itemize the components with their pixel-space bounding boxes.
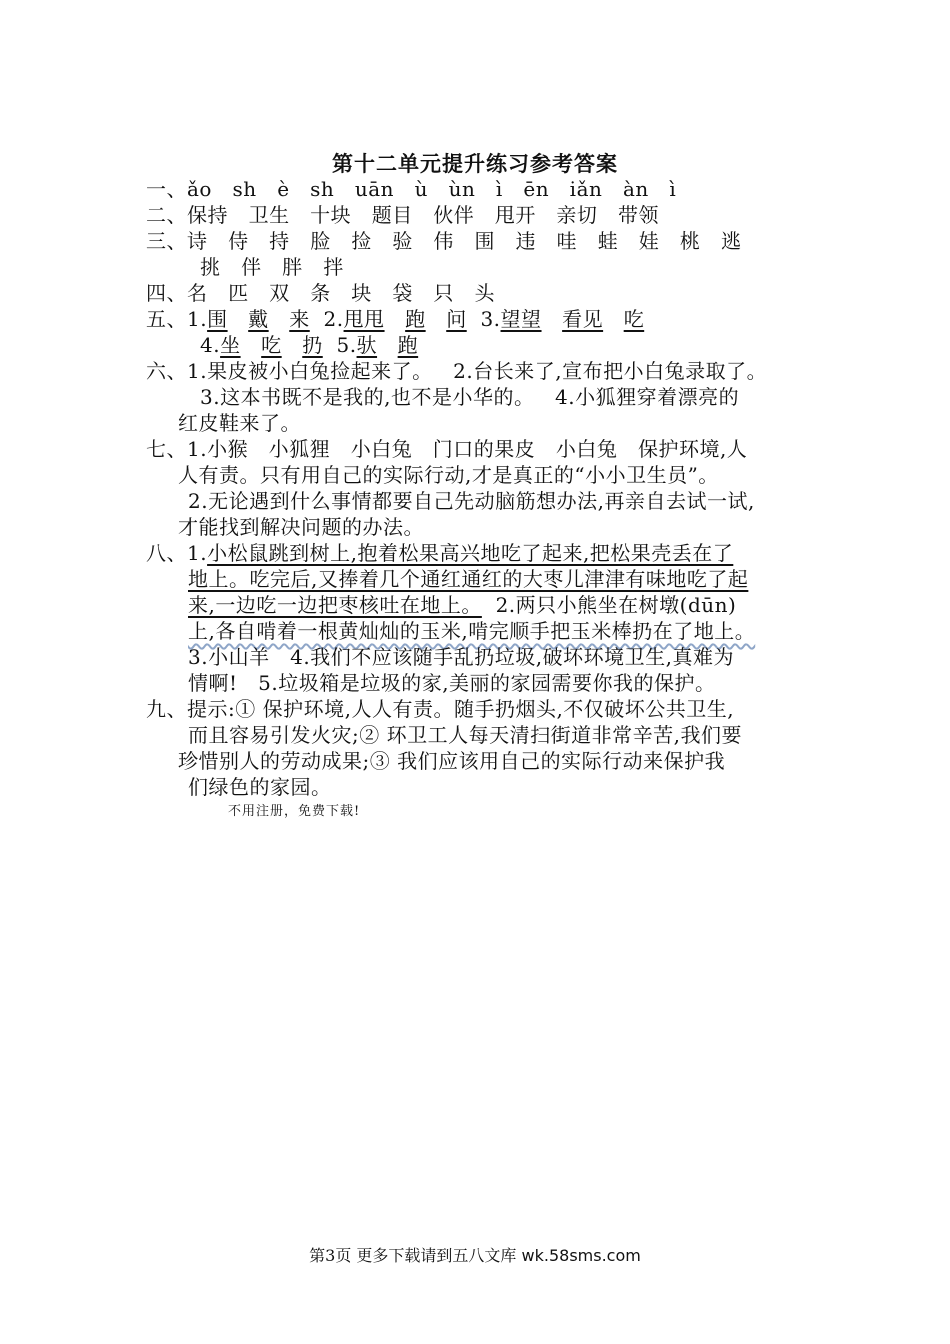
answer-section-5-cont (200, 332, 418, 358)
item-number: 3. (480, 307, 501, 331)
answer-section-7-cont: 才能找到解决问题的办法。 (178, 515, 424, 539)
item-number: 4. (200, 333, 221, 357)
answer-section-8-cont (188, 592, 736, 618)
underlined-answer: 跑 (397, 333, 419, 357)
underlined-answer: 吃 (261, 333, 282, 357)
answer-section-7-cont: 人有责。只有用自己的实际行动,才是真正的“小小卫生员”。 (178, 463, 719, 487)
answer-section-1: 一、ǎo sh è sh uān ù ùn ì ēn iǎn àn ì (146, 177, 677, 201)
answer-section-3-cont: 挑 伴 胖 拌 (200, 255, 344, 279)
footer-text: 页 更多下载请到五八文库 (335, 1246, 517, 1265)
answer-section-8-cont: 情啊! 5.垃圾箱是垃圾的家,美丽的家园需要你我的保护。 (188, 671, 716, 695)
answer-text: 2.两只小熊坐在树墩(dūn) (481, 593, 737, 617)
answer-section-8 (146, 540, 733, 566)
answer-section-6-cont: 红皮鞋来了。 (178, 411, 301, 435)
download-note: 不用注册，免费下载! (228, 804, 361, 819)
underlined-answer: 坐 (220, 333, 241, 357)
answer-section-8-cont (188, 618, 755, 644)
underlined-answer: 扔 (302, 333, 323, 357)
item-number: 八、1. (146, 541, 208, 565)
footer-text: 第 (309, 1246, 326, 1265)
answer-section-8-cont: 3.小山羊 4.我们不应该随手乱扔垃圾,破坏环境卫生,真难为 (188, 645, 734, 669)
underlined-answer: 驮 (356, 333, 378, 357)
answer-section-5 (146, 306, 644, 332)
page-footer (0, 1243, 950, 1266)
underlined-answer: 地上。吃完后,又捧着几个通红通红的大枣儿津津有味地吃了起 (188, 567, 749, 591)
footer-site-link[interactable]: wk.58sms.com (521, 1246, 641, 1265)
answer-section-7-cont: 2.无论遇到什么事情都要自己先动脑筋想办法,再亲自去试一试, (188, 489, 755, 513)
page-number: 3 (325, 1246, 336, 1265)
underlined-answer: 戴 (248, 307, 269, 331)
answer-section-4: 四、名 匹 双 条 块 袋 只 头 (146, 281, 496, 305)
wavy-underlined-answer: 上,各自啃着一根黄灿灿的玉米,啃完顺手把玉米棒扔在了地上。 (188, 619, 756, 643)
underlined-answer: 围 (207, 307, 228, 331)
answer-section-9-cont: 珍惜别人的劳动成果;③ 我们应该用自己的实际行动来保护我 (178, 749, 726, 773)
underlined-answer: 吃 (623, 307, 645, 331)
underlined-answer: 小松鼠跳到树上,抱着松果高兴地吃了起来,把松果壳丢在了 (207, 541, 734, 565)
underlined-answer: 看见 (562, 307, 604, 331)
underlined-answer: 跑 (405, 307, 426, 331)
answer-section-6: 六、1.果皮被小白兔捡起来了。 2.台长来了,宣布把小白兔录取了。 (146, 359, 768, 383)
answer-section-8-cont (188, 566, 748, 592)
answer-section-2: 二、保持 卫生 十块 题目 伙伴 甩开 亲切 带领 (146, 203, 660, 227)
underlined-answer: 望望 (500, 307, 542, 331)
answer-section-9-cont: 们绿色的家园。 (188, 775, 332, 799)
underlined-answer: 问 (446, 307, 467, 331)
answer-section-7: 七、1.小猴 小狐狸 小白兔 门口的果皮 小白兔 保护环境,人 (146, 437, 748, 461)
answer-section-3: 三、诗 侍 持 脸 捡 验 伟 围 违 哇 蛙 娃 桃 逃 (146, 229, 742, 253)
underlined-answer: 甩甩 (343, 307, 385, 331)
answer-section-9-cont: 而且容易引发火灾;② 环卫工人每天清扫街道非常辛苦,我们要 (188, 723, 742, 747)
underlined-answer: 来,一边吃一边把枣核吐在地上。 (188, 593, 482, 617)
item-number: 2. (323, 307, 344, 331)
answer-section-9: 九、提示:① 保护环境,人人有责。随手扔烟头,不仅破坏公共卫生, (146, 697, 735, 721)
item-number: 5. (336, 333, 357, 357)
page-title: 第十二单元提升练习参考答案 (332, 151, 618, 176)
answer-section-6-cont: 3.这本书既不是我的,也不是小华的。 4.小狐狸穿着漂亮的 (200, 385, 740, 409)
underlined-answer: 来 (289, 307, 310, 331)
item-number: 五、1. (146, 307, 208, 331)
